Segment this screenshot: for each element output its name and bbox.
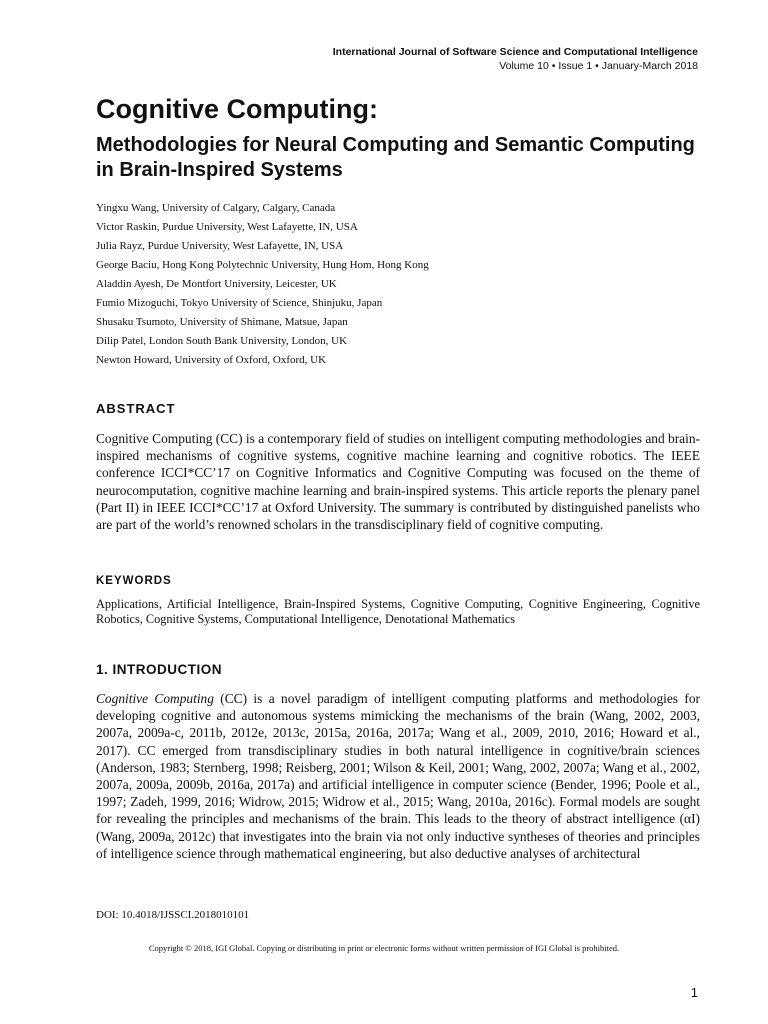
page-number: 1 [690,985,698,1000]
introduction-lead-term: Cognitive Computing [96,691,214,706]
author-item: Shusaku Tsumoto, University of Shimane, Matsue, Japan [96,316,348,328]
introduction-heading: 1. INTRODUCTION [96,662,223,677]
paper-title: Cognitive Computing: [96,94,378,124]
journal-header [333,45,698,73]
author-list [96,199,429,370]
introduction-body: (CC) is a novel paradigm of intelligent computing platforms and methodologies for developing cognitive and autonomous systems mimicking the mechanisms of the brain (Wang, 2002, 2003, 2007a, 2009a-c, 2011b, 2012e, 2013c, 2015a, 2016a, 2017a; Wang et al., 2009, 2010, 2016; Howard et al., 2017). CC emerged from transdisciplinary studies in both natural intelligence in cognitive/brain sciences (Anderson, 1983; Sternberg, 1998; Reisberg, 2001; Wilson & Keil, 2001; Wang, 2002, 2007a; Wang et al., 2002, 2007a, 2009a, 2009b, 2016a, 2017a) and artificial intelligence in computer science (Bender, 1996; Poole et al., 1997; Zadeh, 1999, 2016; Widrow, 2015; Widrow et al., 2015; Wang, 2010a, 2016c). Formal models are sought for revealing the principles and mechanisms of the brain. This leads to the theory of abstract intelligence (αI) (Wang, 2009a, 2012c) that investigates into the brain via not only inductive syntheses of theories and principles of intelligence science through mathematical engineering, but also deductive analyses of architectural [96,691,700,861]
author-item: Dilip Patel, London South Bank University, London, UK [96,335,348,347]
introduction-text [96,690,700,862]
paper-subtitle: Methodologies for Neural Computing and Semantic Computing in Brain-Inspired Systems [96,134,695,181]
journal-issue: Volume 10 • Issue 1 • January-March 2018 [499,60,698,72]
author-item: Yingxu Wang, University of Calgary, Calgary, Canada [96,202,336,214]
keywords-text: Applications, Artificial Intelligence, Brain-Inspired Systems, Cognitive Computing, Cognitive Engineering, Cognitive Robotics, Cognitive Systems, Computational Intelligence, Denotational Mathematics [96,597,700,626]
author-item: Fumio Mizoguchi, Tokyo University of Science, Shinjuku, Japan [96,297,383,309]
copyright-notice: Copyright © 2018, IGI Global. Copying or distributing in print or electronic forms without written permission of IGI Global is prohibited. [148,943,620,953]
journal-name: International Journal of Software Science and Computational Intelligence [332,46,698,58]
author-item: Victor Raskin, Purdue University, West Lafayette, IN, USA [96,221,358,233]
doi: DOI: 10.4018/IJSSCI.2018010101 [96,909,250,921]
author-item: Aladdin Ayesh, De Montfort University, Leicester, UK [96,278,337,290]
author-item: George Baciu, Hong Kong Polytechnic University, Hung Hom, Hong Kong [96,259,429,271]
abstract-heading: ABSTRACT [96,401,176,416]
author-item: Newton Howard, University of Oxford, Oxford, UK [96,354,327,366]
keywords-heading: KEYWORDS [96,575,172,587]
abstract-text: Cognitive Computing (CC) is a contemporary field of studies on intelligent computing methodologies and brain-inspired mechanisms of cognitive systems, cognitive machine learning and cognitive robotics. The IEEE conference ICCI*CC’17 on Cognitive Informatics and Cognitive Computing was focused on the theme of neurocomputation, cognitive machine learning and brain-inspired systems. This article reports the plenary panel (Part II) in IEEE ICCI*CC’17 at Oxford University. The summary is contributed by distinguished panelists who are part of the world’s renowned scholars in the transdisciplinary field of cognitive computing. [96,431,700,533]
author-item: Julia Rayz, Purdue University, West Lafayette, IN, USA [96,240,344,252]
